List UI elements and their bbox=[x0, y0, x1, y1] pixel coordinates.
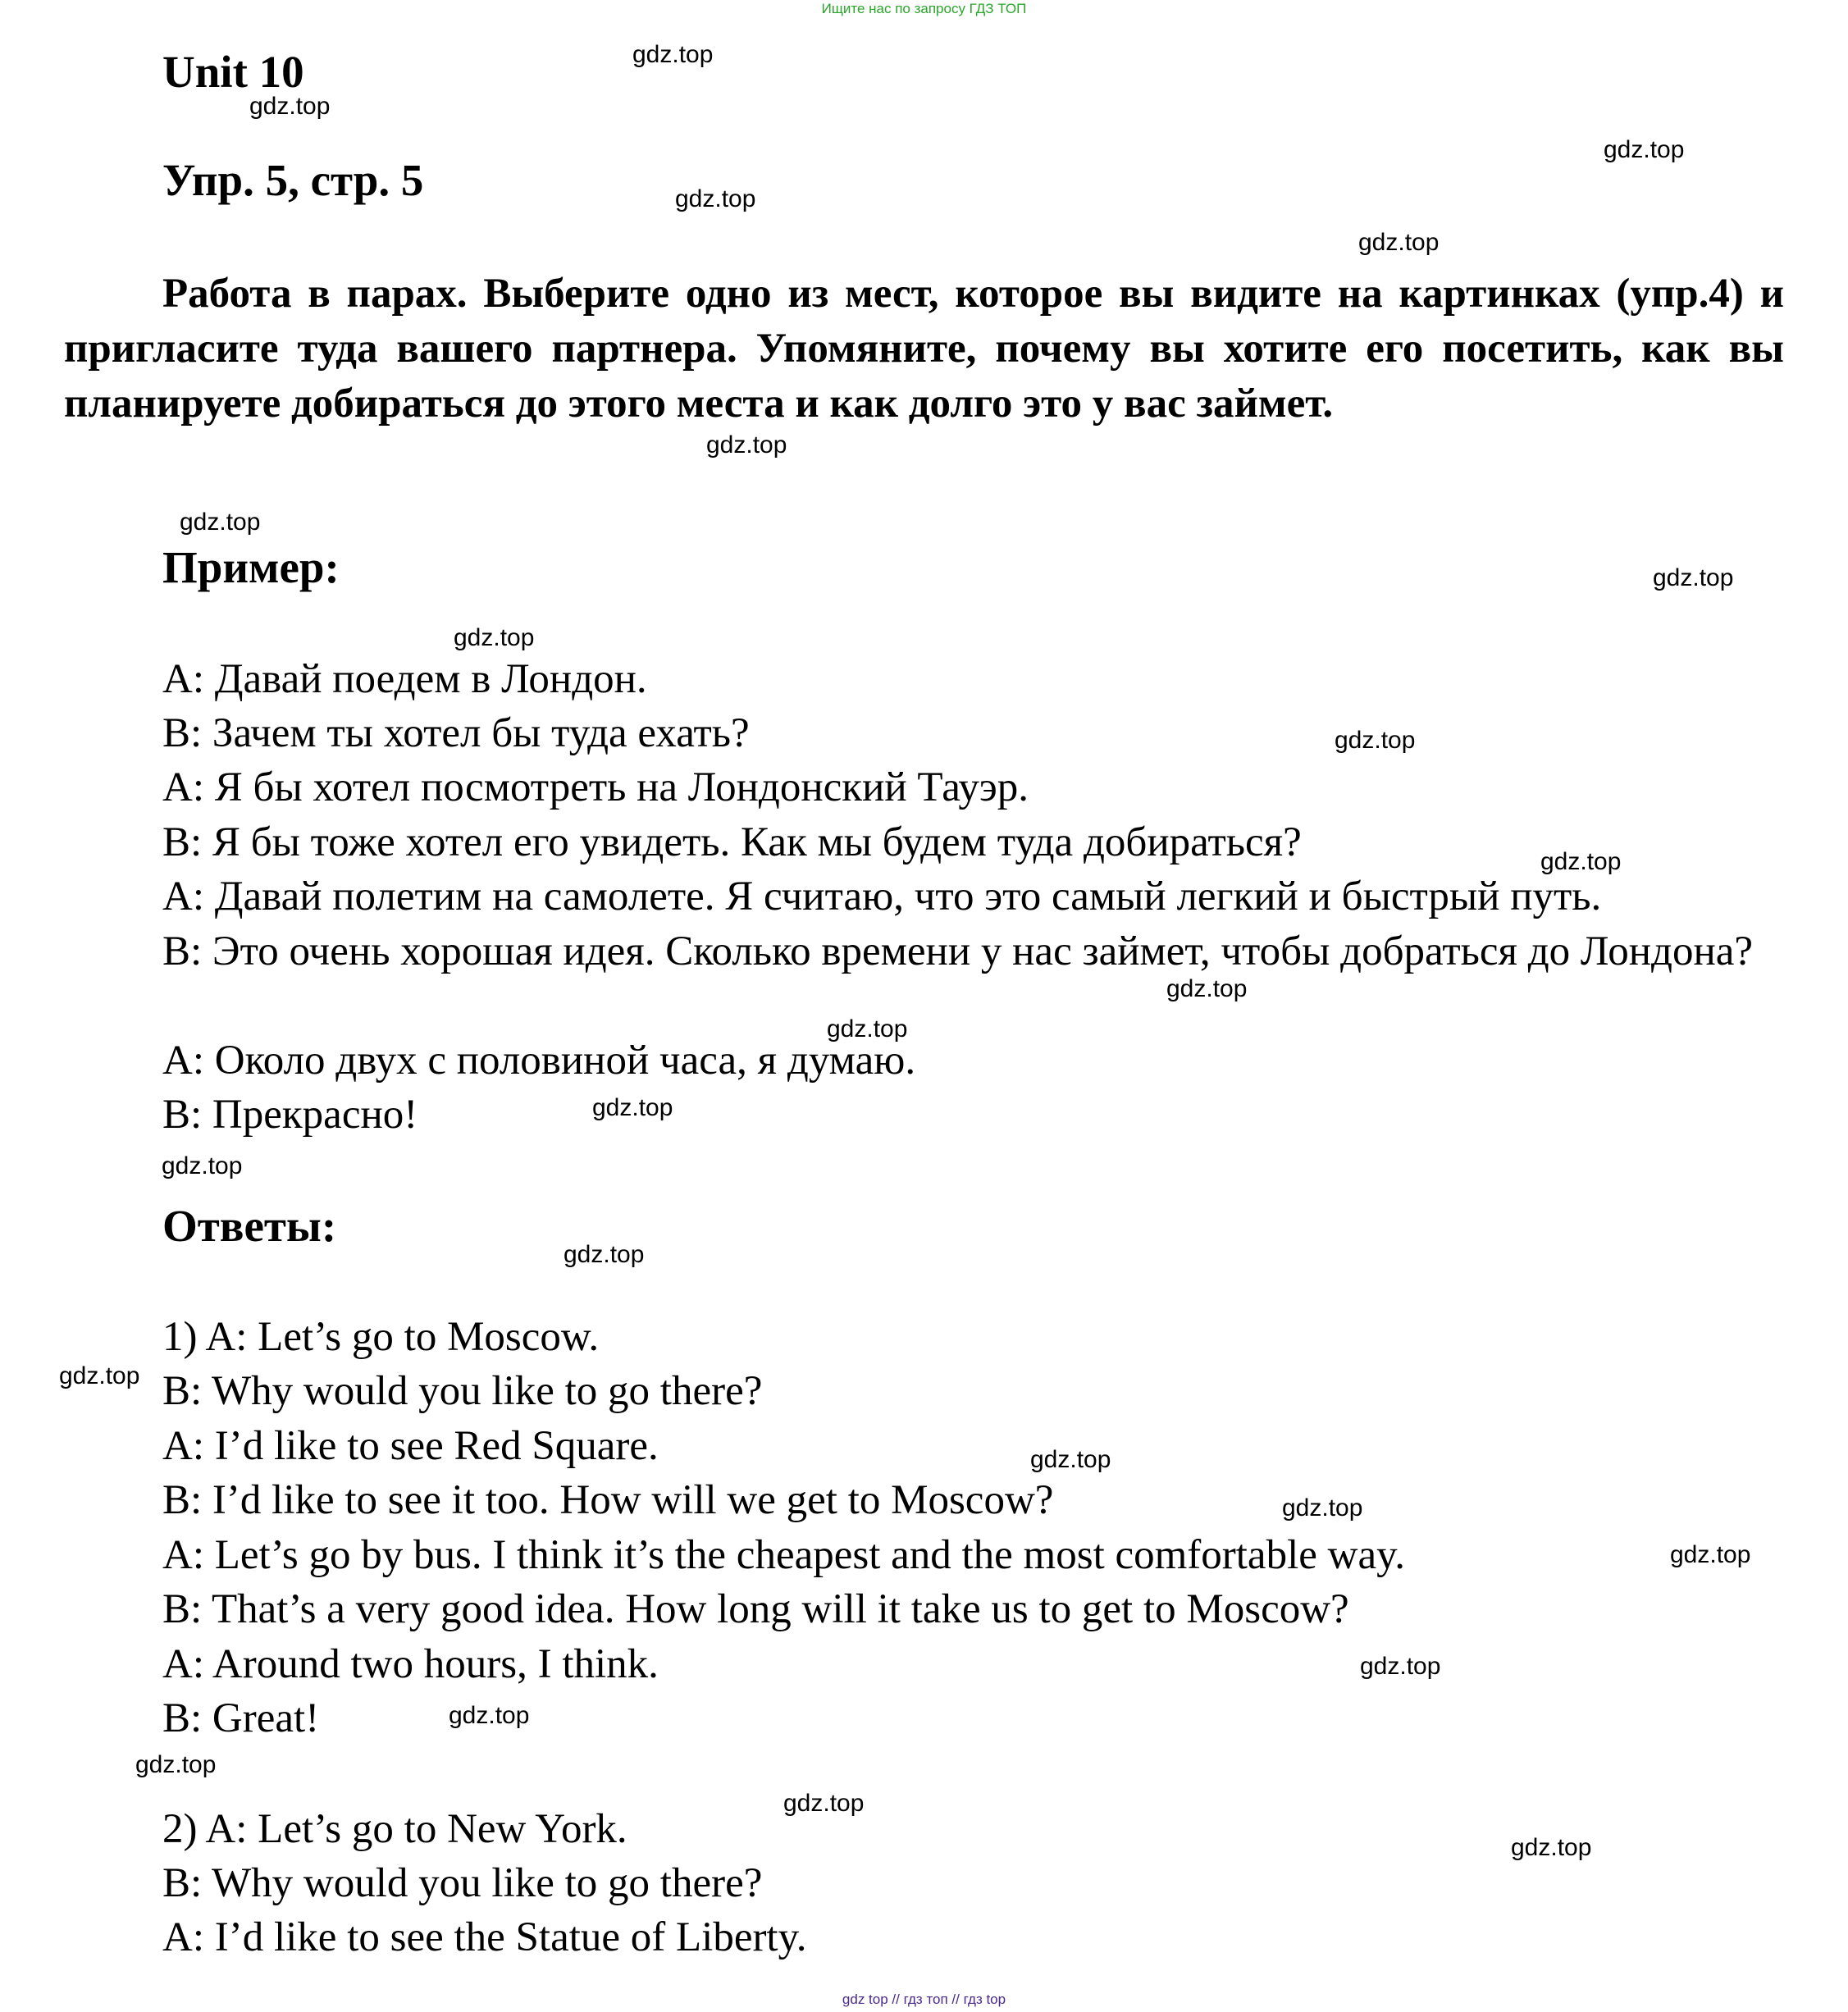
watermark: gdz.top bbox=[135, 1751, 217, 1778]
answer-line: 2) A: Let’s go to New York. bbox=[162, 1806, 627, 1852]
watermark: gdz.top bbox=[632, 41, 714, 68]
watermark: gdz.top bbox=[1358, 229, 1440, 256]
task-text: Работа в парах. Выберите одно из мест, которое вы видите на картинках (упр.4) и пригласите туда вашего партнера. Упомяните, почему вы хотите его посетить, как вы планируете добираться до этого места и как долго это у вас займет. bbox=[64, 271, 1784, 427]
top-banner[interactable]: Ищите нас по запросу ГДЗ ТОП bbox=[821, 1, 1027, 16]
watermark: gdz.top bbox=[180, 509, 261, 536]
example-line: А: Я бы хотел посмотреть на Лондонский Тауэр. bbox=[162, 764, 1029, 810]
watermark: gdz.top bbox=[706, 431, 787, 459]
example-line: В: Прекрасно! bbox=[162, 1092, 418, 1138]
example-line: А: Около двух с половиной часа, я думаю. bbox=[162, 1038, 916, 1084]
answer-line: B: Why would you like to go there? bbox=[162, 1368, 763, 1414]
watermark: gdz.top bbox=[783, 1790, 865, 1817]
example-line: В: Это очень хорошая идея. Сколько времени у нас займет, чтобы добраться до Лондона? bbox=[162, 928, 1754, 974]
answer-line: B: Great! bbox=[162, 1695, 320, 1741]
watermark: gdz.top bbox=[249, 93, 331, 120]
example-line: В: Я бы тоже хотел его увидеть. Как мы будем туда добираться? bbox=[162, 819, 1302, 865]
watermark: gdz.top bbox=[1540, 848, 1622, 875]
watermark: gdz.top bbox=[1511, 1834, 1592, 1861]
watermark: gdz.top bbox=[454, 624, 535, 651]
answer-line: A: Around two hours, I think. bbox=[162, 1641, 659, 1687]
watermark: gdz.top bbox=[1670, 1541, 1751, 1568]
unit-title: Unit 10 bbox=[162, 47, 304, 97]
answer-line: A: I’d like to see the Statue of Liberty. bbox=[162, 1914, 807, 1960]
example-heading: Пример: bbox=[162, 542, 340, 592]
answer-line: 1) A: Let’s go to Moscow. bbox=[162, 1314, 600, 1360]
answer-line: A: Let’s go by bus. I think it’s the cheapest and the most comfortable way. bbox=[162, 1532, 1406, 1578]
watermark: gdz.top bbox=[1282, 1494, 1363, 1522]
watermark: gdz.top bbox=[675, 185, 756, 212]
answer-line: B: Why would you like to go there? bbox=[162, 1860, 763, 1906]
exercise-title: Упр. 5, стр. 5 bbox=[162, 155, 424, 205]
watermark: gdz.top bbox=[827, 1015, 908, 1042]
watermark: gdz.top bbox=[1360, 1653, 1441, 1680]
example-line: В: Зачем ты хотел бы туда ехать? bbox=[162, 710, 750, 756]
watermark: gdz.top bbox=[449, 1702, 530, 1729]
watermark: gdz.top bbox=[592, 1094, 673, 1121]
answers-heading: Ответы: bbox=[162, 1201, 337, 1251]
watermark: gdz.top bbox=[1653, 564, 1734, 591]
watermark: gdz.top bbox=[162, 1152, 243, 1179]
example-line: А: Давай поедем в Лондон. bbox=[162, 656, 647, 702]
answer-line: B: That’s a very good idea. How long will it take us to get to Moscow? bbox=[162, 1586, 1349, 1632]
bottom-banner[interactable]: gdz top // гдз топ // гдз top bbox=[842, 1991, 1006, 2007]
watermark: gdz.top bbox=[59, 1362, 140, 1389]
watermark: gdz.top bbox=[1335, 727, 1416, 754]
answer-line: B: I’d like to see it too. How will we get to Moscow? bbox=[162, 1477, 1054, 1523]
answer-line: A: I’d like to see Red Square. bbox=[162, 1423, 659, 1469]
watermark: gdz.top bbox=[1030, 1446, 1111, 1473]
example-line: А: Давай полетим на самолете. Я считаю, что это самый легкий и быстрый путь. bbox=[162, 874, 1602, 919]
watermark: gdz.top bbox=[1604, 136, 1685, 163]
watermark: gdz.top bbox=[564, 1241, 645, 1268]
watermark: gdz.top bbox=[1166, 975, 1248, 1002]
